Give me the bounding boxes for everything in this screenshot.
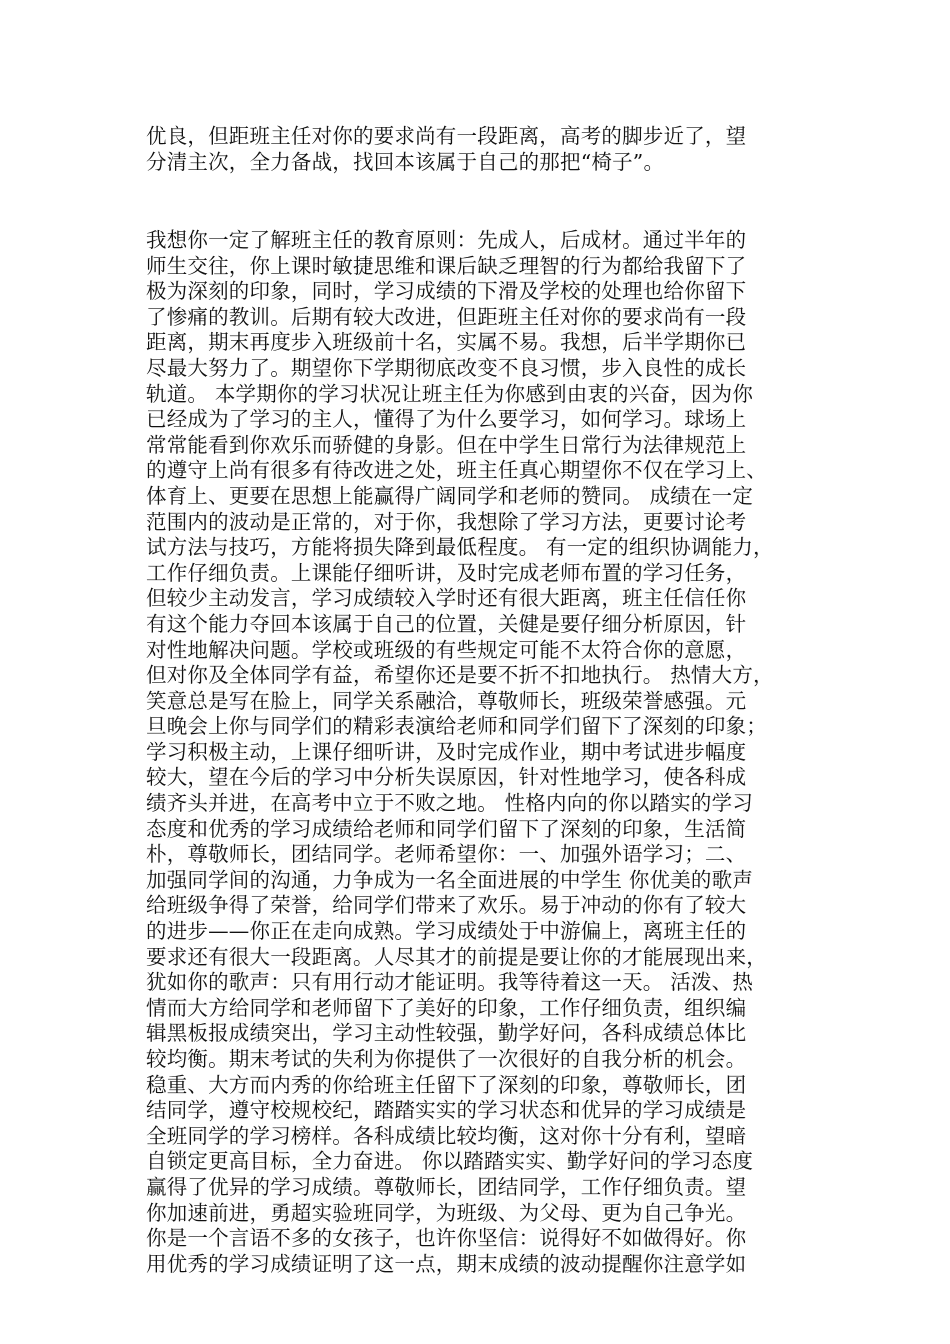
text-line: 态度和优秀的学习成绩给老师和同学们留下了深刻的印象，生活简 xyxy=(146,816,747,841)
text-line: 优良，但距班主任对你的要求尚有一段距离，高考的脚步近了，望 xyxy=(146,124,747,148)
text-line: 要求还有很大一段距离。人尽其才的前提是要让你的才能展现出来， xyxy=(146,944,767,969)
text-line: 分清主次，全力备战，找回本该属于自己的那把“椅子”。 xyxy=(146,149,665,174)
text-line: 尽最大努力了。期望你下学期彻底改变不良习惯，步入良性的成长 xyxy=(146,355,747,380)
text-line: 范围内的波动是正常的，对于你，我想除了学习方法，更要讨论考 xyxy=(146,509,747,534)
text-line: 轨道。 本学期你的学习状况让班主任为你感到由衷的兴奋，因为你 xyxy=(146,381,754,406)
text-line: 了惨痛的教训。后期有较大改进，但距班主任对你的要求尚有一段 xyxy=(146,304,747,329)
text-line: 但较少主动发言，学习成绩较入学时还有很大距离，班主任信任你 xyxy=(146,586,747,611)
text-line: 自锁定更高目标，全力奋进。 你以踏踏实实、勤学好问的学习态度 xyxy=(146,1149,754,1174)
text-line: 绩齐头并进，在高考中立于不败之地。 性格内向的你以踏实的学习 xyxy=(146,791,754,816)
text-line: 结同学，遵守校规校纪，踏踏实实的学习状态和优异的学习成绩是 xyxy=(146,1098,747,1123)
text-line: 极为深刻的印象，同时，学习成绩的下滑及学校的处理也给你留下 xyxy=(146,279,747,304)
text-line: 用优秀的学习成绩证明了这一点，期末成绩的波动提醒你注意学如 xyxy=(146,1251,747,1276)
text-line: 赢得了优异的学习成绩。尊敬师长，团结同学，工作仔细负责。望 xyxy=(146,1174,747,1199)
text-line: 师生交往，你上课时敏捷思维和课后缺乏理智的行为都给我留下了 xyxy=(146,253,747,278)
text-line: 对性地解决问题。学校或班级的有些规定可能不太符合你的意愿， xyxy=(146,637,747,662)
text-line: 工作仔细负责。上课能仔细听讲，及时完成老师布置的学习任务， xyxy=(146,560,747,585)
text-line: 给班级争得了荣誉，给同学们带来了欢乐。易于冲动的你有了较大 xyxy=(146,893,747,918)
text-line: 但对你及全体同学有益，希望你还是要不折不扣地执行。 热情大方， xyxy=(146,663,774,688)
text-line: 试方法与技巧，方能将损失降到最低程度。 有一定的组织协调能力， xyxy=(146,535,774,560)
text-line: 你是一个言语不多的女孩子，也许你坚信：说得好不如做得好。你 xyxy=(146,1226,747,1251)
paragraph-2 xyxy=(146,228,826,1277)
text-line: 较均衡。期末考试的失利为你提供了一次很好的自我分析的机会。 xyxy=(146,1047,747,1071)
text-line: 常常能看到你欢乐而骄健的身影。但在中学生日常行为法律规范上 xyxy=(146,432,747,457)
text-line: 稳重、大方而内秀的你给班主任留下了深刻的印象，尊敬师长，团 xyxy=(146,1072,747,1097)
text-line: 朴，尊敬师长，团结同学。老师希望你：一、加强外语学习；二、 xyxy=(146,842,747,867)
text-line: 加强同学间的沟通，力争成为一名全面进展的中学生 你优美的歌声 xyxy=(146,867,754,892)
text-line: 距离，期末再度步入班级前十名，实属不易。我想，后半学期你已 xyxy=(146,330,747,355)
text-line: 我想你一定了解班主任的教育原则：先成人，后成材。通过半年的 xyxy=(146,228,747,252)
text-line: 辑黑板报成绩突出，学习主动性较强，勤学好问，各科成绩总体比 xyxy=(146,1021,747,1046)
paragraph-1 xyxy=(146,124,826,175)
text-line: 的进步——你正在走向成熟。学习成绩处于中游偏上，离班主任的 xyxy=(146,919,747,944)
text-line: 的遵守上尚有很多有待改进之处，班主任真心期望你不仅在学习上、 xyxy=(146,458,767,483)
text-line: 已经成为了学习的主人，懂得了为什么要学习，如何学习。球场上 xyxy=(146,407,747,432)
text-line: 笑意总是写在脸上，同学关系融洽，尊敬师长，班级荣誉感强。元 xyxy=(146,688,747,713)
text-line: 旦晚会上你与同学们的精彩表演给老师和同学们留下了深刻的印象； xyxy=(146,714,767,739)
text-line: 较大，望在今后的学习中分析失误原因，针对性地学习，使各科成 xyxy=(146,765,747,790)
text-line: 学习积极主动，上课仔细听讲，及时完成作业，期中考试进步幅度 xyxy=(146,739,747,764)
text-line: 犹如你的歌声：只有用行动才能证明。我等待着这一天。 活泼、热 xyxy=(146,970,754,995)
text-line: 全班同学的学习榜样。各科成绩比较均衡，这对你十分有利，望暗 xyxy=(146,1123,747,1148)
text-line: 情而大方给同学和老师留下了美好的印象，工作仔细负责，组织编 xyxy=(146,995,747,1020)
text-line: 有这个能力夺回本该属于自己的位置，关健是要仔细分析原因，针 xyxy=(146,611,747,636)
text-line: 你加速前进，勇超实验班同学，为班级、为父母、更为自己争光。 xyxy=(146,1200,747,1225)
text-line: 体育上、更要在思想上能赢得广阔同学和老师的赞同。 成绩在一定 xyxy=(146,483,754,508)
